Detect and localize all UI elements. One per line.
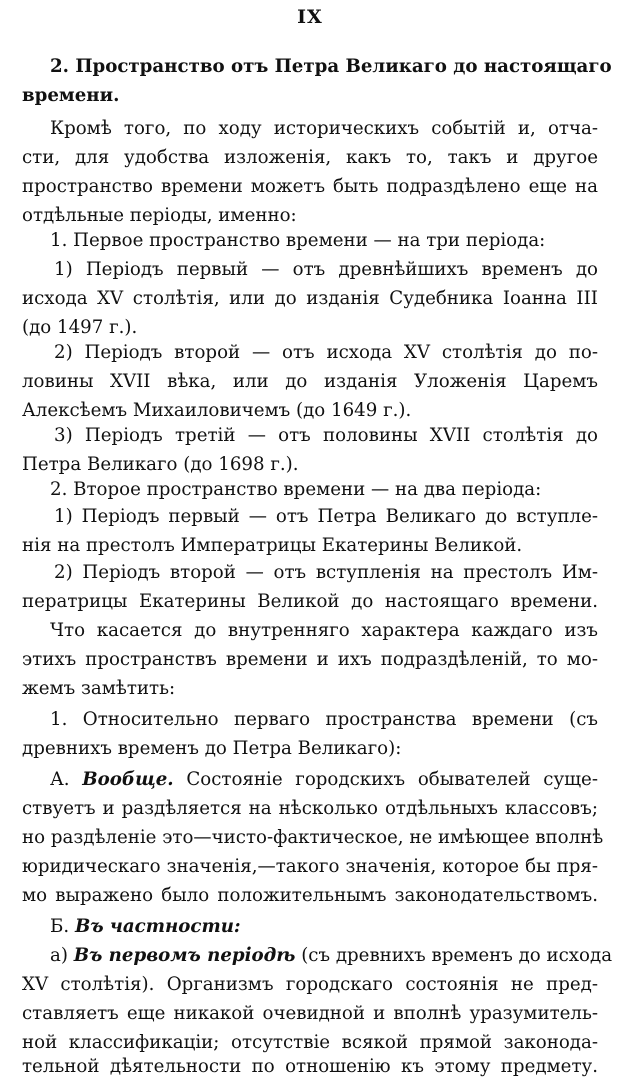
line-text: (съ древнихъ временъ до исхода — [301, 945, 613, 966]
body-line: юридическаго значенія,—такого значенія, которое бы пря- — [22, 856, 598, 877]
body-line — [22, 765, 598, 794]
section-heading-line: 2. Пространство отъ Петра Великаго до настоящаго — [50, 56, 612, 77]
body-line: но раздѣленіе это—чисто-фактическое, не имѣющее вполнѣ — [22, 827, 604, 848]
list-item-line: ловины XVII вѣка, или до изданія Уложенія Царемъ — [22, 371, 598, 392]
list-item-line: 2) Періодъ второй — отъ исхода XV столѣтія до по- — [54, 342, 598, 363]
list-heading-line: 2. Второе пространство времени — на два періода: — [50, 479, 542, 500]
body-line — [22, 941, 613, 970]
body-line — [22, 912, 598, 941]
section-marker: а) — [50, 945, 68, 966]
list-item-line: 1) Періодъ первый — отъ древнѣйшихъ временъ до — [54, 259, 598, 280]
line-text: Состояніе городскихъ обывателей суще- — [186, 769, 598, 790]
list-item-line: Алексѣемъ Михаиловичемъ (до 1649 г.). — [22, 400, 412, 421]
body-line: этихъ пространствъ времени и ихъ подраздѣленій, то мо- — [22, 649, 598, 670]
list-item-line: Петра Великаго (до 1698 г.). — [22, 454, 299, 475]
list-item-line: исхода XV столѣтія, или до изданія Судебника Іоанна III — [22, 288, 598, 309]
section-marker: Б. — [50, 916, 70, 937]
list-item-line: 2) Періодъ второй — отъ вступленія на престолъ Им- — [54, 562, 598, 583]
body-line: 1. Относительно перваго пространства времени (съ — [50, 709, 598, 730]
body-line: жемъ замѣтить: — [22, 678, 176, 699]
italic-term: Вообще. — [82, 769, 174, 790]
list-item-line: 1) Періодъ первый — отъ Петра Великаго до вступле- — [54, 506, 598, 527]
body-line: ствуетъ и раздѣляется на нѣсколько отдѣльныхъ классовъ; — [22, 798, 598, 819]
list-item-line: нія на престолъ Императрицы Екатерины Великой. — [22, 535, 523, 556]
italic-term: Въ частности: — [74, 916, 241, 937]
section-heading-line: времени. — [22, 85, 120, 106]
body-line: сти, для удобства изложенія, какъ то, такъ и другое — [22, 147, 598, 168]
list-heading-line: 1. Первое пространство времени — на три періода: — [50, 230, 546, 251]
body-line: тельной дѣятельности по отношенію къ этому предмету. — [22, 1056, 598, 1077]
body-line: Что касается до внутренняго характера каждаго изъ — [50, 620, 598, 641]
list-item-line: 3) Періодъ третій — отъ половины XVII столѣтія до — [54, 425, 598, 446]
body-line: отдѣльные періоды, именно: — [22, 205, 297, 226]
body-line: ной классификаціи; отсутствіе всякой прямой законода- — [22, 1032, 598, 1053]
italic-term: Въ первомъ періодѣ — [73, 945, 296, 966]
list-item-line: (до 1497 г.). — [22, 317, 138, 338]
body-line: мо выражено было положительнымъ законодательствомъ. — [22, 885, 598, 906]
body-line: ставляетъ еще никакой очевидной и вполнѣ уразумитель- — [22, 1003, 598, 1024]
body-line: Кромѣ того, по ходу историческихъ событій и, отча- — [50, 118, 598, 139]
section-marker: А. — [50, 769, 70, 790]
body-line: XV столѣтія). Организмъ городскаго состоянія не пред- — [22, 974, 598, 995]
page-number: IX — [297, 6, 323, 28]
body-line: древнихъ временъ до Петра Великаго): — [22, 738, 402, 759]
body-line: пространство времени можетъ быть подраздѣлено еще на — [22, 176, 598, 197]
list-item-line: ператрицы Екатерины Великой до настоящаго времени. — [22, 591, 598, 612]
